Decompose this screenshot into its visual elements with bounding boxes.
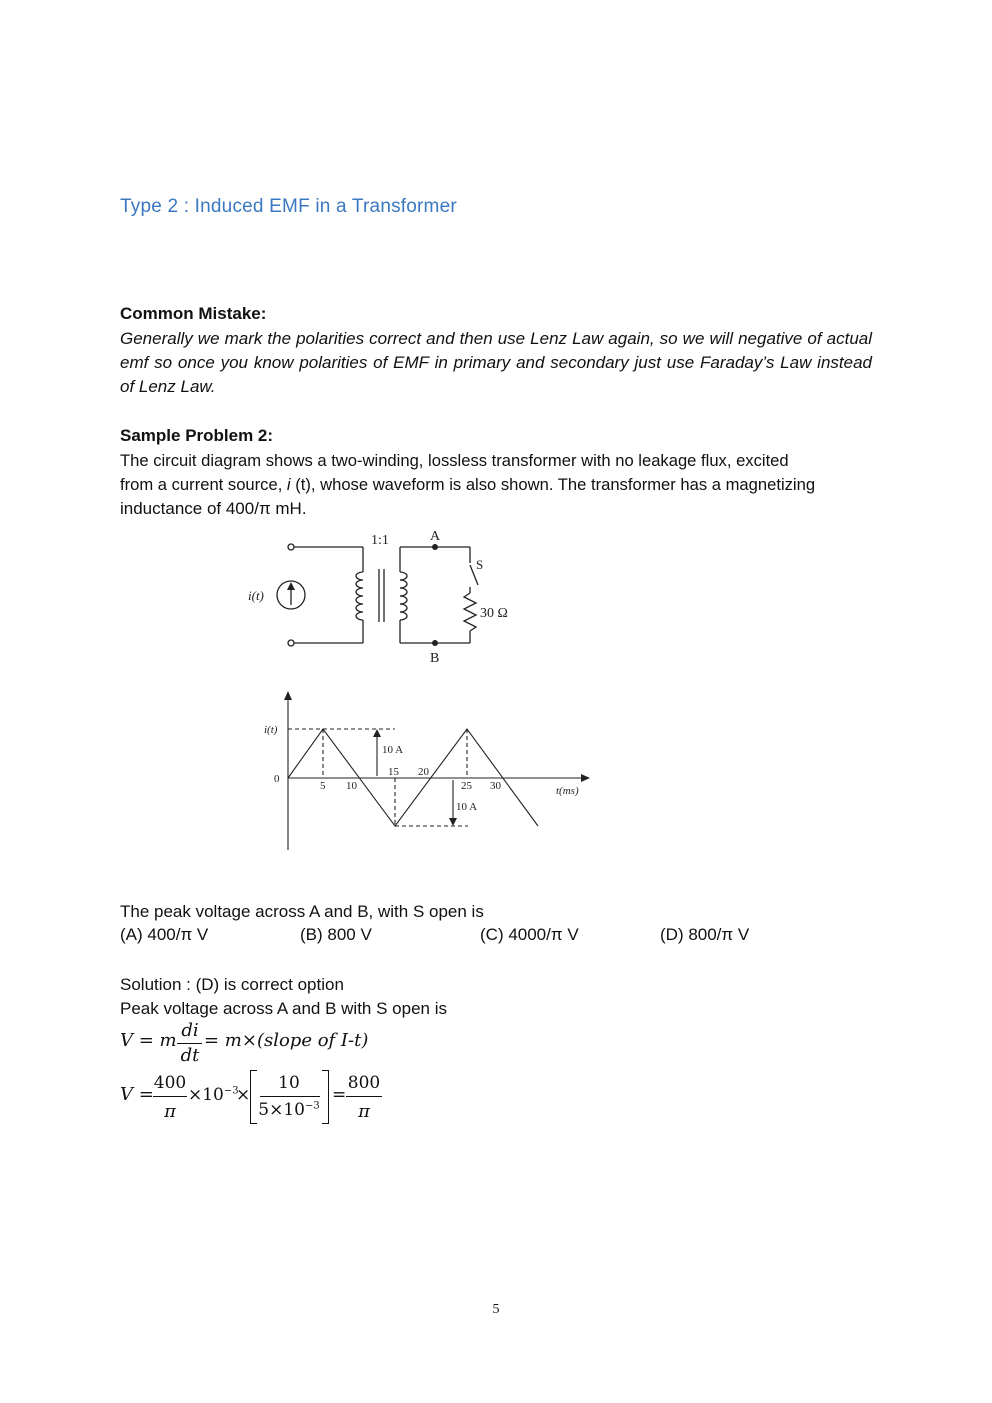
peak-label: 10 A [382, 744, 404, 756]
tick-25: 25 [461, 780, 472, 792]
option-d: (D) 800/π V [660, 925, 750, 944]
resistor [464, 593, 476, 631]
trough-arrowhead [449, 818, 457, 826]
den-exponent: −3 [304, 1100, 320, 1112]
problem-line-1: The circuit diagram shows a two-winding, lossless transformer with no leakage flux, excited [120, 451, 789, 470]
problem-line-2 [120, 473, 872, 497]
power-exponent: −3 [223, 1085, 239, 1097]
equation-1-rhs: = m×(slope of I-t) [204, 1030, 369, 1051]
sample-problem-title: Sample Problem 2: [120, 426, 274, 445]
terminal-top [288, 544, 294, 550]
equation-2-fraction-bar-2 [260, 1096, 320, 1097]
solution-line-1: Solution : (D) is correct option [120, 975, 344, 994]
common-mistake-body: Generally we mark the polarities correct and then use Lenz Law again, so we will negative of actual emf so once you know polarities of EMF in primary and secondary just use Faraday’s Law instead of Lenz Law. [120, 329, 872, 396]
option-a: (A) 400/π V [120, 925, 209, 944]
y-axis-label: i(t) [264, 724, 278, 736]
x-axis-label: t(ms) [556, 785, 579, 797]
resistor-label: 30 Ω [480, 606, 508, 621]
primary-winding [356, 572, 363, 620]
section-heading: Type 2 : Induced EMF in a Transformer [120, 196, 457, 217]
equation-2-fraction-bar-1 [153, 1096, 187, 1097]
question-text: The peak voltage across A and B, with S open is [120, 902, 484, 921]
equation-2-power [188, 1085, 239, 1105]
terminal-bottom [288, 640, 294, 646]
equation-2-den-1: π [164, 1101, 176, 1122]
x-axis-arrow [581, 774, 590, 782]
problem-text: from a current source, [120, 475, 287, 494]
equation-1-lhs: V = m [120, 1030, 177, 1051]
equation-2-num-3: 800 [347, 1073, 381, 1093]
turns-ratio: 1:1 [371, 533, 389, 548]
peak-arrowhead [373, 729, 381, 737]
transformer-circuit-diagram [240, 525, 540, 670]
origin-label: 0 [274, 773, 280, 785]
secondary-winding [400, 572, 407, 620]
node-a-label: A [430, 529, 441, 544]
solution-line-2: Peak voltage across A and B with S open is [120, 999, 447, 1018]
equation-1-num: di [181, 1020, 199, 1041]
node-a-dot [432, 544, 438, 550]
current-waveform-graph [240, 688, 600, 858]
equation-2-lhs: V = [120, 1084, 154, 1105]
tick-15: 15 [388, 766, 399, 778]
equation-2-num-1: 400 [153, 1073, 187, 1093]
option-b: (B) 800 V [300, 925, 372, 944]
time-symbol: (t) [290, 475, 311, 494]
equation-1-den: dt [180, 1045, 200, 1066]
source-label: i(t) [248, 588, 264, 603]
page-number: 5 [492, 1302, 500, 1317]
trough-label: 10 A [456, 801, 478, 813]
problem-text-cont: , whose waveform is also shown. The transformer has a magnetizing [310, 475, 816, 494]
power-base: ×10 [188, 1085, 224, 1105]
node-b-label: B [430, 651, 440, 666]
node-b-dot [432, 640, 438, 646]
right-bracket [322, 1070, 329, 1124]
tick-5: 5 [320, 780, 326, 792]
switch-label: S [476, 557, 484, 572]
current-symbol: i [286, 475, 291, 494]
equation-2-den-2 [258, 1100, 320, 1120]
problem-line-3: inductance of 400/π mH. [120, 499, 307, 518]
equation-2-equals: = [332, 1085, 347, 1105]
equation-2-fraction-bar-3 [346, 1096, 382, 1097]
common-mistake-title: Common Mistake: [120, 304, 267, 323]
equation-1-fraction-bar [177, 1043, 202, 1044]
tick-20: 20 [418, 766, 429, 778]
equation-2-num-2: 10 [278, 1073, 300, 1093]
y-axis-arrow [284, 691, 292, 700]
tick-30: 30 [490, 780, 501, 792]
left-bracket [250, 1070, 257, 1124]
den-base: 5×10 [258, 1100, 305, 1120]
equation-2-times: × [236, 1085, 251, 1105]
tick-10: 10 [346, 780, 357, 792]
equation-2-den-3: π [358, 1101, 370, 1122]
option-c: (C) 4000/π V [480, 925, 579, 944]
source-arrow [287, 582, 295, 590]
